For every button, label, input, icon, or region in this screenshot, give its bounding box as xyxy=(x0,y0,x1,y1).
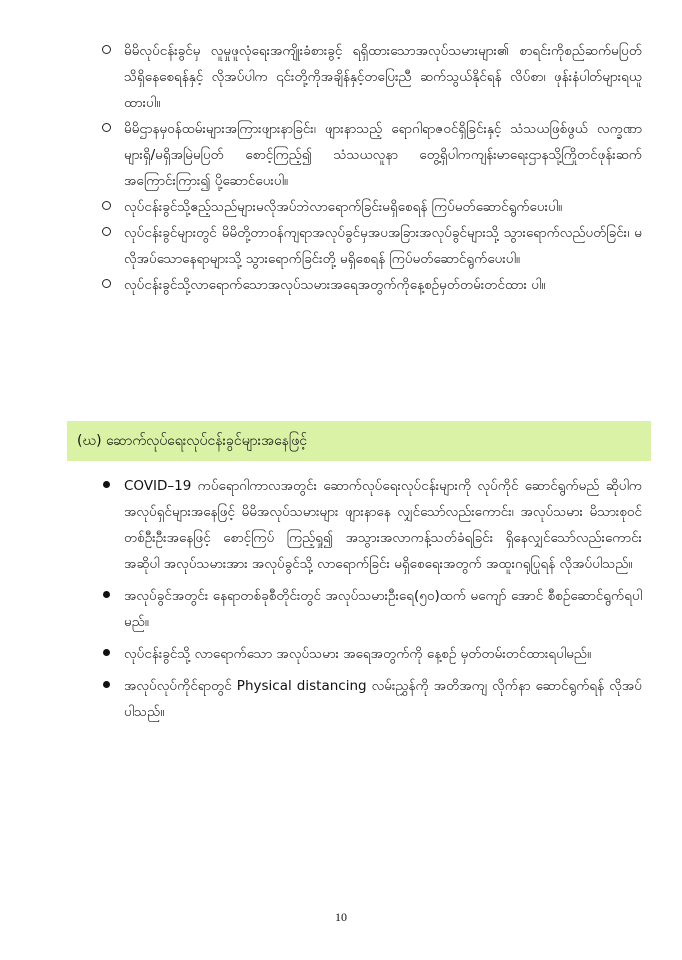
list-item-text: မိမိလုပ်ငန်းခွင်မှ လူမှုဖူလုံရေးအကျိုးခံစားခွင့် ရရှိထားသောအလုပ်သမားများ၏ စာရင်းကိုစည်ဆက်မပြတ်သိရှိနေစေရန်နှင့် လိုအပ်ပါက ၎င်းတို့ကိုအချိန်နှင့်တပြေးညီ ဆက်သွယ်နိုင်ရန် လိပ်စာ၊ ဖုန်းနံပါတ်များရယူထားပါ။ xyxy=(124,43,642,111)
section-heading-text: (ဃ) ဆောက်လုပ်ရေးလုပ်ငန်းခွင်များအနေဖြင့် xyxy=(77,433,308,449)
list-item-text: အလုပ်လုပ်ကိုင်ရာတွင် Physical distancing လမ်းညွှန်ကို အတိအကျ လိုက်နာ ဆောင်ရွက်ရန် လိုအပ်ပါသည်။ xyxy=(124,678,642,720)
circle-bullet-icon xyxy=(98,38,114,64)
circle-bullet-icon xyxy=(98,272,114,298)
circle-bullet-icon xyxy=(98,116,114,142)
disc-bullet-icon xyxy=(98,641,114,667)
list-item-text: လုပ်ငန်းခွင်သို့ လာရောက်သော အလုပ်သမား အရေအတွက်ကို နေ့စဉ် မှတ်တမ်းတင်ထားရပါမည်။ xyxy=(124,646,592,662)
list-item xyxy=(0,194,682,220)
disc-bullet-icon xyxy=(98,473,114,499)
list-item xyxy=(0,583,682,635)
list-item-text: COVID–19 ကပ်ရောဂါကာလအတွင်း ဆောက်လုပ်ရေးလုပ်ငန်းများကို လုပ်ကိုင် ဆောင်ရွက်မည် ဆိုပါက အလုပ်ရှင်များအနေဖြင့် မိမိအလုပ်သမားများ ဖျားနာနေ လျှင်သော်လည်းကောင်း၊ အလုပ်သမား မိသားစုဝင် တစ်ဦးဦးအနေဖြင့် စောင့်ကြပ် ကြည့်ရှု၍ အသွားအလာကန့်သတ်ခံရခြင်း ရှိနေလျှင်သော်လည်းကောင်း အဆိုပါ အလုပ်သမားအား အလုပ်ခွင်သို့ လာရောက်ခြင်း မရှိစေရေးအတွက် အထူးဂရုပြုရန် လိုအပ်ပါသည်။ xyxy=(124,478,642,572)
list-item xyxy=(0,473,682,577)
page-number: 10 xyxy=(335,910,347,924)
list-item xyxy=(0,673,682,725)
list-item xyxy=(0,641,682,667)
circle-bullet-icon xyxy=(98,194,114,220)
list-item-text: မိမိဌာနမှဝန်ထမ်းများအကြားဖျားနာခြင်း၊ ဖျားနာသည့် ရောဂါရာဇဝင်ရှိခြင်းနှင့် သံသယဖြစ်ဖွယ် လက္ခဏာများရှိ/မရှိအမြဲမပြတ် စောင့်ကြည့်၍ သံသယလူနာ တွေ့ရှိပါကကျန်းမာရေးဌာနသို့ကြိုတင်ဖုန်းဆက်အကြောင်းကြား၍ ပို့ဆောင်ပေးပါ။ xyxy=(124,121,642,189)
disc-bullet-list xyxy=(0,473,682,731)
list-item-text: လုပ်ငန်းခွင်သို့လာရောက်သောအလုပ်သမားအရေအတွက်ကိုနေ့စဉ်မှတ်တမ်းတင်ထား ပါ။ xyxy=(124,277,546,293)
list-item-text: လုပ်ငန်းခွင်သို့ဧည့်သည်များမလိုအပ်ဘဲလာရောက်ခြင်းမရှိစေရန် ကြပ်မတ်ဆောင်ရွက်ပေးပါ။ xyxy=(124,199,563,215)
list-item xyxy=(0,220,682,272)
circle-bullet-list xyxy=(0,38,682,298)
list-item xyxy=(0,116,682,194)
list-item-text: အလုပ်ခွင်အတွင်း နေရာတစ်ခုစီတိုင်းတွင် အလုပ်သမားဦးရေ(၅၀)ထက် မကျော် အောင် စီစဉ်ဆောင်ရွက်ရပါမည်။ xyxy=(124,588,642,630)
list-item xyxy=(0,272,682,298)
disc-bullet-icon xyxy=(98,673,114,699)
list-item-text: လုပ်ငန်းခွင်များတွင် မိမိတို့တာဝန်ကျရာအလုပ်ခွင်မှအပအခြားအလုပ်ခွင်များသို့ သွားရောက်လည်ပတ်ခြင်း၊ မလိုအပ်သောနေရာများသို့ သွားရောက်ခြင်းတို့ မရှိစေရန် ကြပ်မတ်ဆောင်ရွက်ပေးပါ။ xyxy=(124,225,642,267)
list-item xyxy=(0,38,682,116)
circle-bullet-icon xyxy=(98,220,114,246)
disc-bullet-icon xyxy=(98,583,114,609)
section-heading xyxy=(67,421,651,461)
